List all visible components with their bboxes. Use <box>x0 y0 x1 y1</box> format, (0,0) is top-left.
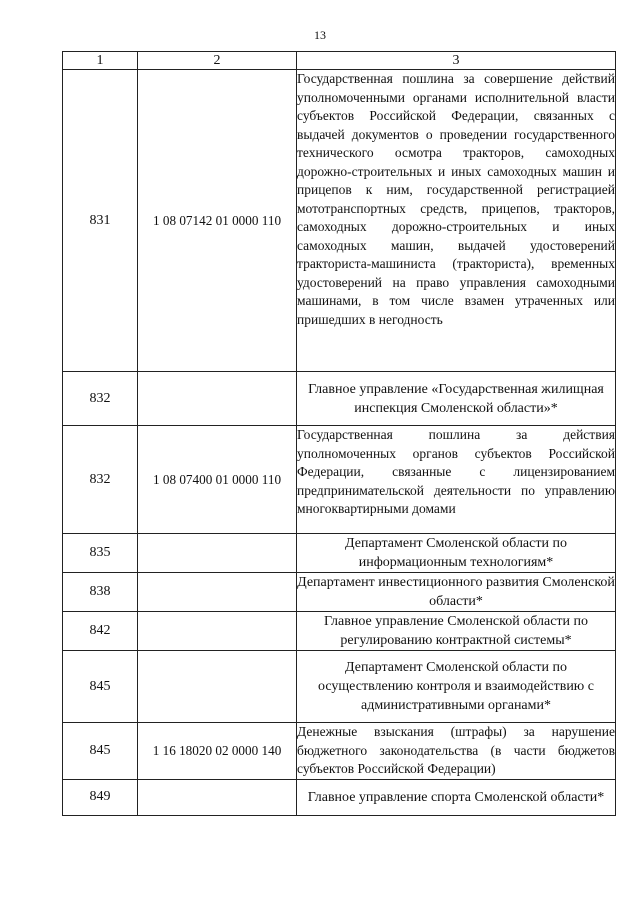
row-revenue-code: 1 16 18020 02 0000 140 <box>138 723 297 780</box>
table-row <box>63 651 616 723</box>
table-row <box>63 779 616 815</box>
row-organization: Главное управление спорта Смоленской области* <box>297 779 616 815</box>
table-row <box>63 573 616 612</box>
row-organization: Главное управление «Государственная жилищная инспекция Смоленской области»* <box>297 372 616 426</box>
row-revenue-code <box>138 779 297 815</box>
row-admin-code: 845 <box>63 651 138 723</box>
row-revenue-code: 1 08 07400 01 0000 110 <box>138 426 297 534</box>
table-row <box>63 723 616 780</box>
table-row <box>63 426 616 534</box>
row-admin-code: 831 <box>63 70 138 372</box>
row-organization: Главное управление Смоленской области по регулированию контрактной системы* <box>297 612 616 651</box>
row-organization: Департамент Смоленской области по осуществлению контроля и взаимодействию с административными органами* <box>297 651 616 723</box>
header-col-2: 2 <box>138 52 297 70</box>
row-revenue-code: 1 08 07142 01 0000 110 <box>138 70 297 372</box>
table-header-row <box>63 52 616 70</box>
header-col-1: 1 <box>63 52 138 70</box>
row-admin-code: 835 <box>63 534 138 573</box>
header-col-3: 3 <box>297 52 616 70</box>
row-revenue-code <box>138 651 297 723</box>
row-admin-code: 842 <box>63 612 138 651</box>
row-organization: Департамент инвестиционного развития Смоленской области* <box>297 573 616 612</box>
table-row <box>63 612 616 651</box>
table-row <box>63 372 616 426</box>
row-description: Денежные взыскания (штрафы) за нарушение бюджетного законодательства (в части бюджетов субъектов Российской Федерации) <box>297 723 616 780</box>
table-row <box>63 70 616 372</box>
row-revenue-code <box>138 573 297 612</box>
row-organization: Департамент Смоленской области по информационным технологиям* <box>297 534 616 573</box>
table-row <box>63 534 616 573</box>
row-revenue-code <box>138 612 297 651</box>
row-admin-code: 849 <box>63 779 138 815</box>
row-description: Государственная пошлина за действия уполномоченных органов субъектов Российской Федерации, связанные с лицензированием предпринимательской деятельности по управлению многоквартирными домами <box>297 426 616 534</box>
page-number: 13 <box>314 28 326 42</box>
row-admin-code: 845 <box>63 723 138 780</box>
row-admin-code: 832 <box>63 426 138 534</box>
row-admin-code: 832 <box>63 372 138 426</box>
row-description: Государственная пошлина за совершение действий уполномоченными органами исполнительной власти субъектов Российской Федерации, связанных с выдачей документов о проведении государственного технического осмотра тракторов, самоходных дорожно-строительных и иных самоходных машин и прицепов к ним, государственной регистрацией мототранспортных средств, прицепов, тракторов, самоходных дорожно-строительных и иных самоходных машин, выдачей удостоверений тракториста-машиниста (тракториста), временных удостоверений на право управления самоходными машинами, в том числе взамен утраченных или пришедших в негодность <box>297 70 616 372</box>
row-revenue-code <box>138 534 297 573</box>
row-admin-code: 838 <box>63 573 138 612</box>
revenue-codes-table <box>62 51 616 816</box>
row-revenue-code <box>138 372 297 426</box>
